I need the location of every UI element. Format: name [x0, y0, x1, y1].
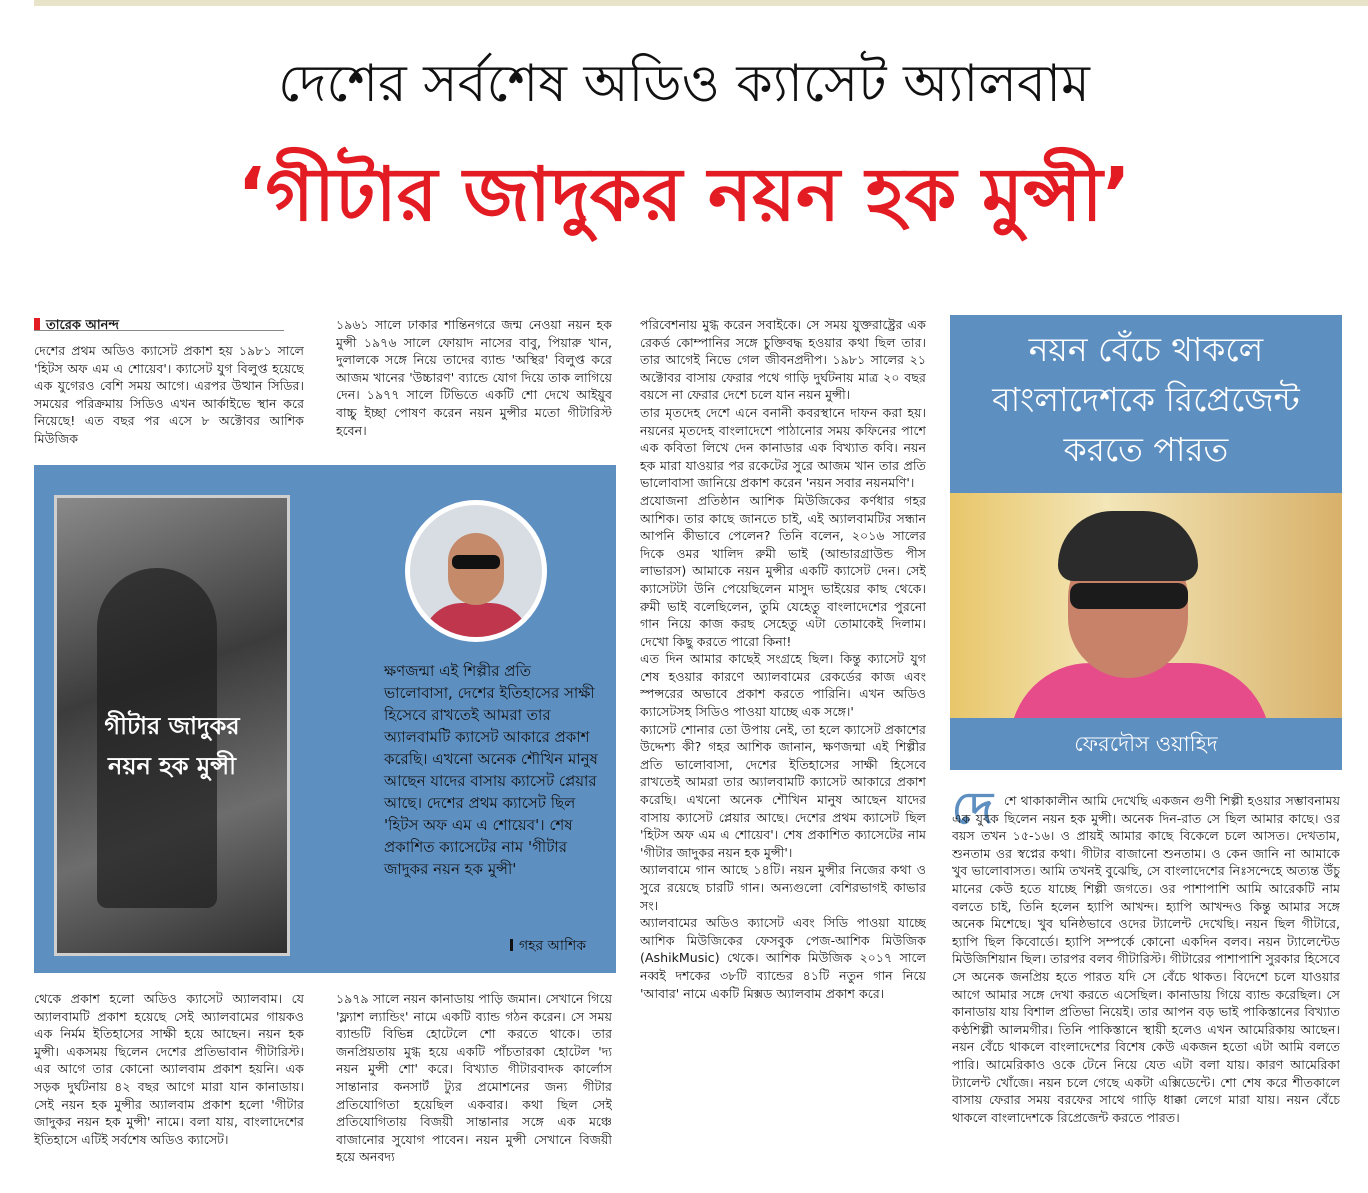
column-3 — [640, 316, 926, 1180]
sidebar-headline: নয়ন বেঁচে থাকলে বাংলাদেশকে রিপ্রেজেন্ট করতে পারত — [950, 315, 1342, 493]
column-2-intro: ১৯৬১ সালে ঢাকার শান্তিনগরে জন্ম নেওয়া নয়ন হক মুন্সী ১৯৭৬ সালে ফোয়াদ নাসের বাবু, পিয়ারু খান, দুলালকে সঙ্গে নিয়ে তাদের ব্যান্ড 'অস্থির' বিলুপ্ত করে আজম খানের 'উচ্চারণ' ব্যান্ডে যোগ দিয়ে তাক লাগিয়ে দেন। ১৯৭৭ সালে টিভিতে একটি শো দেখে আইয়ুব বাচ্চু ইচ্ছা পোষণ করেন নয়ন মুন্সীর মতো গীটারিস্ট হবেন। — [336, 317, 612, 438]
portrait-hair — [1058, 511, 1198, 581]
pull-quote: ক্ষণজন্মা এই শিল্পীর প্রতি ভালোবাসা, দেশের ইতিহাসের সাক্ষী হিসেবে রাখতেই আমরা তার অ্যালবামটি ক্যাসেট আকারে প্রকাশ করেছি। এখনো অনেক শৌখিন মানুষ আছেন যাদের বাসায় ক্যাসেট প্লেয়ার আছে। দেশের প্রথম ক্যাসেট ছিল 'হিটস অফ এম এ শোয়েব'। শেষ প্রকাশিত ক্যাসেটের নাম 'গীটার জাদুকর নয়ন হক মুন্সী' — [384, 662, 598, 878]
column-3-para-1: পরিবেশনায় মুগ্ধ করেন সবাইকে। সে সময় যুক্তরাষ্ট্রের এক রেকর্ড কোম্পানির সঙ্গে চুক্তিবদ্ধ হওয়ার কথা ছিল তার। তার আগেই নিভে গেল জীবনপ্রদীপ। ১৯৮১ সালের ২১ অক্টোবর বাসায় ফেরার পথে গাড়ি দুর্ঘটনায় মাত্র ২০ বছর বয়সে না ফেরার দেশে চলে যান নয়ন মুন্সী। — [640, 317, 926, 403]
byline-rule — [34, 330, 284, 331]
byline — [34, 316, 119, 337]
cassette-title-line1: গীটার জাদুকর — [104, 712, 240, 740]
sidebar-text: শে থাকাকালীন আমি দেখেছি একজন গুণী শিল্পী হওয়ার সম্ভাবনাময় এক যুবক ছিলেন নয়ন হক মুন্সী। অনেক দিন-রাত সে ছিল আমার কাছে। ওর বয়স তখন ১৫-১৬। ও প্রায়ই আমার কাছে বিকেলে চলে আসত। দেখতাম, শুনতাম ওর স্বপ্নের কথা। গীটার বাজানো শুনতাম। ও কেন জানি না আমাকে খুব ভালোবাসত। আমি তখনই বুঝেছি, সে বাংলাদেশের নিঃসন্দেহে অত্যন্ত উঁচু মানের কেউ হতে যাচ্ছে শিল্পী জগতে। ওর পাশাপাশি আমি আরেকটি নাম বলতে চাই, তিনি হলেন হ্যাপি আখন্দ। হ্যাপি আখন্দও কিন্তু আমার সঙ্গে অনেক মিশেছে। খুব ঘনিষ্ঠভাবে ওদের ট্যালেন্ট দেখেছি। নয়ন ছিল গীটারে, হ্যাপি ছিল কিবোর্ডে। হ্যাপি সম্পর্কে কোনো একদিন বলব। নয়ন ট্যালেন্টেড মিউজিশিয়ান ছিল। তারপর বলব গীটারিস্ট। গীটারের পাশাপাশি সুরকার হিসেবে সে অনেক জনপ্রিয় হতে পারত যদি সে বেঁচে থাকত। বিদেশে চলে যাওয়ার আগে আমার সঙ্গে দেখা করতে এসেছিল। কানাডায় গিয়ে ব্যান্ড করেছিল। সে কানাডায় যায় বিশাল প্রতিভা নিয়েই। তার আপন বড় ভাই পাকিস্তানের বিখ্যাত কণ্ঠশিল্পী আলমগীর। তিনি পাকিস্তানে স্থায়ী হলেও এখন আমেরিকায় আছেন। নয়ন বেঁচে থাকলে বাংলাদেশের বিশেষ কেউ একজন হতো এটা আমি বলতে পারি। আমেরিকাও ওকে টেনে নিয়ে যেত এটা বলা যায়। কারণ আমেরিকা ট্যালেন্ট খোঁজে। নয়ন চলে গেছে একটা এক্সিডেন্টে। শো শেষ করে শীতকালে বাসায় ফেরার সময় বরফের সাথে গাড়ি ধাক্কা লেগে মারা যায়। নয়ন বেঁচে থাকলে বাংলাদেশকে রিপ্রেজেন্ট করতে পারত। — [952, 793, 1340, 1125]
column-1-intro: দেশের প্রথম অডিও ক্যাসেট প্রকাশ হয় ১৯৮১ সালে 'হিটস অফ এম এ শোয়েব'। ক্যাসেট যুগ বিলুপ্ত হয়েছে এক যুগেরও বেশি সময় আগে। এরপর উত্থান সিডির। সময়ের পরিক্রমায় সিডিও এখন আর্কাইভে স্থান করে নিয়েছে! এত বছর পর এসে ৮ অক্টোবর আশিক মিউজিক — [34, 343, 304, 446]
avatar-shirt — [422, 603, 530, 642]
byline-marker — [34, 318, 40, 330]
sidebar-dropcap: দে — [952, 783, 993, 834]
column-2-continued: ১৯৭৯ সালে নয়ন কানাডায় পাড়ি জমান। সেখানে গিয়ে 'ফ্ল্যাশ ল্যান্ডিং' নামে একটি ব্যান্ড গঠন করেন। সে সময় ব্যান্ডটি বিভিন্ন হোটেলে শো করতে থাকে। তার জনপ্রিয়তায় মুগ্ধ হয়ে একটি পাঁচতারকা হোটেল 'দ্য নয়ন মুন্সী শো' করে। বিখ্যাত গীটারবাদক কার্লোস সান্তানার কনসার্ট ট্যুর প্রমোশনের জন্য গীটার প্রতিযোগিতা হয়েছিল একবার। কথা ছিল সেই প্রতিযোগিতায় বিজয়ী সান্তানার সঙ্গে এক মঞ্চে বাজানোর সুযোগ পাবেন। নয়ন মুন্সী সেখানে বিজয়ী হয়ে অনবদ্য — [336, 991, 612, 1165]
column-3-para-5: ক্যাসেট শোনার তো উপায় নেই, তা হলে ক্যাসেট প্রকাশের উদ্দেশ্য কী? গহর আশিক জানান, ক্ষণজন্মা এই শিল্পীর প্রতি ভালোবাসা, দেশের ইতিহাসের সাক্ষী হিসেবে রাখতেই আমরা তার অ্যালবামটি ক্যাসেট আকারে প্রকাশ করেছি। এখনো অনেক শৌখিন মানুষ আছেন যাদের বাসায় ক্যাসেট প্লেয়ার আছে। দেশের প্রথম ক্যাসেট ছিল 'হিটস অফ এম এ শোয়েব'। শেষ প্রকাশিত ক্যাসেটের নাম 'গীটার জাদুকর নয়ন হক মুন্সী'। — [640, 721, 926, 860]
avatar-face — [448, 533, 504, 605]
attribution-name: গহর আশিক — [519, 938, 587, 954]
byline-author: তারেক আনন্দ — [46, 318, 119, 333]
headline-kicker: দেশের সর্বশেষ অডিও ক্যাসেট অ্যালবাম — [278, 54, 1090, 114]
column-3-para-3: প্রযোজনা প্রতিষ্ঠান আশিক মিউজিকের কর্ণধার গহর আশিক। তার কাছে জানতে চাই, এই অ্যালবামটির সন্ধান আপনি কীভাবে পেলেন? তিনি বলেন, ২০১৬ সালের দিকে ওমর খালিদ রুমী ভাই (আন্ডারগ্রাউন্ড পীস লাভারস) আমাকে নয়ন মুন্সীর একটি ক্যাসেট দেন। সেই ক্যাসেটটা উনি পেয়েছিলেন মাসুদ ভাইয়ের কাছ থেকে। রুমী ভাই বলেছিলেন, তুমি যেহেতু বাংলাদেশের পুরনো গান নিয়ে কাজ করছ সেহেতু এটা তোমাকেই দিলাম। দেখো কিছু করতে পারো কিনা! — [640, 492, 926, 649]
column-3-para-6: অ্যালবামে গান আছে ১৪টি। নয়ন মুন্সীর নিজের কথা ও সুরে রয়েছে চারটি গান। অন্যগুলো বেশিরভাগই কাভার সং। — [640, 862, 926, 913]
sidebar-portrait-image — [950, 493, 1342, 718]
sunglasses-icon — [1070, 583, 1188, 609]
cassette-cover-image — [54, 495, 290, 956]
column-1-continued: থেকে প্রকাশ হলো অডিও ক্যাসেট অ্যালবাম। যে অ্যালবামটি প্রকাশ হয়েছে সেই অ্যালবামের গায়কও এক নির্মম ইতিহাসের সাক্ষী হয়ে আছেন। নয়ন হক মুন্সী। একসময় ছিলেন দেশের প্রতিভাবান গীটারিস্ট। এর আগে তার কোনো অ্যালবাম প্রকাশ হয়নি। এক সড়ক দুর্ঘটনায় ৪২ বছর আগে মারা যান কানাডায়। সেই নয়ন হক মুন্সীর অ্যালবাম প্রকাশ হলো 'গীটার জাদুকর নয়ন হক মুন্সী' নামে। বলা যায়, বাংলাদেশের ইতিহাসে এটিই সর্বশেষ অডিও ক্যাসেট। — [34, 991, 304, 1147]
column-3-para-2: তার মৃতদেহ দেশে এনে বনানী কবরস্থানে দাফন করা হয়। নয়নের মৃতদেহ বাংলাদেশে পাঠানোর সময় কফিনের পাশে এক কবিতা লিখে দেন কানাডার এক বিখ্যাত কবি। নয়ন হক মারা যাওয়ার পর রকেটের সুরে আজম খান তার প্রতি ভালোবাসা জানিয়ে প্রকাশ করেন 'নয়ন সবার নয়নমণি'। — [640, 404, 926, 491]
top-rule — [34, 0, 1368, 6]
quote-author-avatar — [405, 500, 547, 642]
cassette-title-line2: নয়ন হক মুন্সী — [108, 752, 236, 780]
sunglasses-icon — [452, 555, 500, 569]
column-3-para-7: অ্যালবামের অডিও ক্যাসেট এবং সিডি পাওয়া যাচ্ছে আশিক মিউজিকের ফেসবুক পেজ-আশিক মিউজিক (AshikMusic) থেকে। আশিক মিউজিক ২০১৭ সালে নব্বই দশকের ৩৮টি ব্যান্ডের ৪১টি নতুন গান নিয়ে 'আবার' নামে একটি মিক্সড অ্যালবাম প্রকাশ করে। — [640, 915, 926, 1001]
attribution-marker — [510, 939, 513, 951]
column-3-para-4: এত দিন আমার কাছেই সংগ্রহে ছিল। কিন্তু ক্যাসেট যুগ শেষ হওয়ার কারণে অ্যালবামের রেকর্ডের কাজ এবং স্পন্সরের অভাবে প্রকাশ করতে পারিনি। এখন অডিও ক্যাসেটসহ সিডিও পাওয়া যাচ্ছে এক সঙ্গে।' — [640, 651, 926, 720]
pull-quote-attribution — [510, 934, 586, 958]
headline-main: ‘গীটার জাদুকর নয়ন হক মুন্সী’ — [237, 152, 1131, 238]
sidebar-author-name: ফেরদৌস ওয়াহিদ — [950, 718, 1342, 770]
